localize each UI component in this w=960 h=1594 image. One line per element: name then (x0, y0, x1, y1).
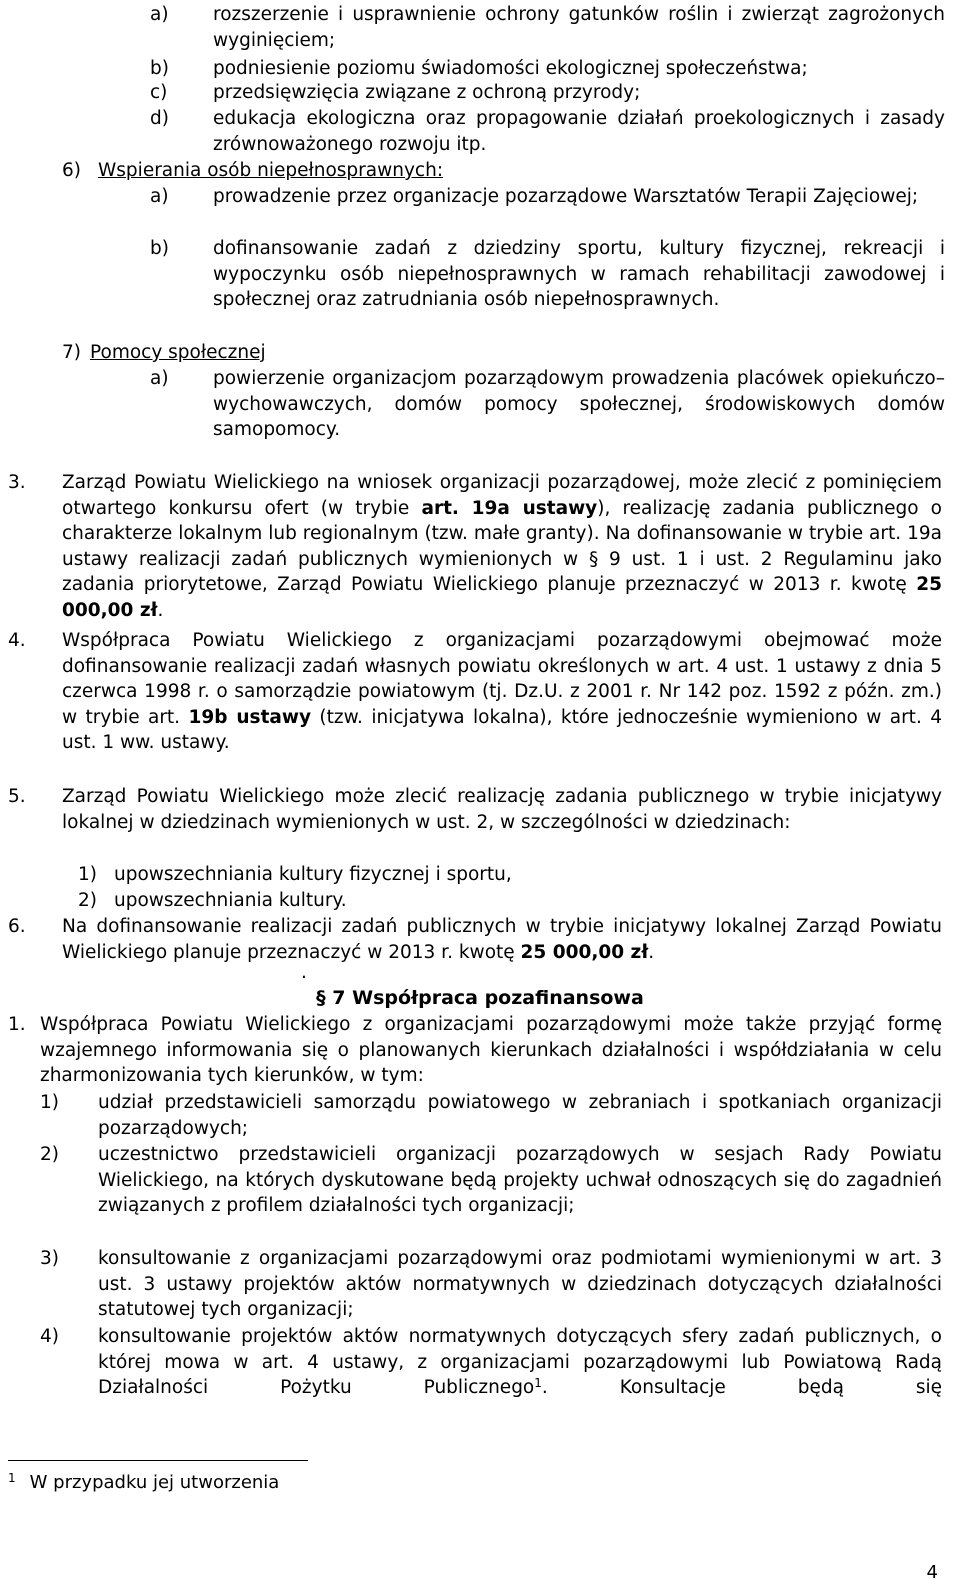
text-run: . Konsultacje będą się (541, 1377, 942, 1398)
footnote-ref: 1 (534, 1376, 542, 1390)
text-run: . (648, 941, 655, 963)
footnote-text: W przypadku jej utworzenia (29, 1472, 280, 1493)
list-text: udział przedstawicieli samorządu powiatowego w zebraniach i spotkaniach organizacji pozarządowych; (98, 1092, 942, 1139)
paragraph-text (62, 914, 942, 965)
bold-run: 25 000,00 zł (62, 574, 942, 621)
list-label: 3) (40, 1248, 59, 1269)
list-text: edukacja ekologiczna oraz propagowanie działań proekologicznych i zasady zrównoważonego rozwoju itp. (213, 108, 945, 155)
footnote-rule (8, 1460, 308, 1461)
paragraph-label: 4. (8, 630, 26, 651)
list-text: podniesienie poziomu świadomości ekologicznej społeczeństwa; (213, 58, 808, 79)
text-run: konsultowanie projektów aktów normatywnych dotyczących sfery zadań publicznych, o której mowa w art. 4 ustawy, z organizacjami pozarządowymi lub Powiatową Radą Działalności Pożytku Publicznego (98, 1326, 942, 1398)
paragraph-text: Zarząd Powiatu Wielickiego może zlecić realizację zadania publicznego w trybie inicjatywy lokalnej w dziedzinach wymienionych w ust. 2, w szczególności w dziedzinach: (62, 786, 942, 833)
list-text: upowszechniania kultury. (114, 890, 347, 911)
footnote (8, 1470, 279, 1496)
text-run: Na dofinansowanie realizacji zadań publicznych w trybie inicjatywy lokalnej Zarząd Powiatu Wielickiego planuje przeznaczyć w 2013 r. kwotę (62, 916, 942, 963)
list-label: a) (150, 186, 169, 207)
text-run: (tzw. inicjatywa lokalna), które jednocześnie wymieniono w art. 4 ust. 1 ww. ustawy. (62, 706, 942, 753)
bold-run: 19b ustawy (188, 706, 312, 728)
list-text: uczestnictwo przedstawicieli organizacji pozarządowych w sesjach Rady Powiatu Wielickiego, na których dyskutowane będą projekty uchwał odnoszących się do zagadnień związanych z profilem działalności tych organizacji; (98, 1144, 942, 1216)
list-label: 2) (78, 890, 97, 911)
paragraph-text: Współpraca Powiatu Wielickiego z organizacjami pozarządowymi może także przyjąć formę wzajemnego informowania się o planowanych kierunkach działalności i współdziałania w celu zharmonizowania tych kierunków, w tym: (40, 1014, 942, 1086)
list-text: rozszerzenie i usprawnienie ochrony gatunków roślin i zwierząt zagrożonych wyginięciem; (213, 4, 945, 51)
paragraph-label: 5. (8, 786, 26, 807)
section-heading: Pomocy społecznej (90, 342, 266, 363)
list-label: c) (150, 82, 168, 103)
footnote-mark: 1 (8, 1471, 16, 1485)
page-number: 4 (926, 1562, 938, 1583)
list-text (98, 1324, 942, 1401)
list-label: 4) (40, 1326, 59, 1347)
paragraph-label: 6. (8, 916, 26, 937)
list-text: upowszechniania kultury fizycznej i sportu, (114, 864, 512, 885)
section-heading: Wspierania osób niepełnosprawnych: (98, 160, 444, 181)
paragraph-label: 3. (8, 472, 26, 493)
list-text: przedsięwzięcia związane z ochroną przyrody; (213, 82, 641, 103)
section-title: § 7 Współpraca pozafinansowa (316, 987, 644, 1009)
list-text: konsultowanie z organizacjami pozarządowymi oraz podmiotami wymienionymi w art. 3 ust. 3 ustawy projektów aktów normatywnych w dziedzinach dotyczących działalności statutowej tych organizacji; (98, 1248, 942, 1320)
list-label: 2) (40, 1144, 59, 1165)
list-label: a) (150, 368, 169, 389)
list-label: a) (150, 4, 169, 25)
text-run: Zarząd Powiatu Wielickiego na wniosek organizacji pozarządowej, może zlecić z pominięciem otwartego konkursu ofert (w trybie (62, 472, 942, 519)
list-text: dofinansowanie zadań z dziedziny sportu, kultury fizycznej, rekreacji i wypoczynku osób niepełnosprawnych w ramach rehabilitacji zawodowej i społecznej oraz zatrudniania osób niepełnosprawnych. (213, 238, 945, 310)
bold-run: art. 19a ustawy (421, 497, 598, 519)
stray-dot: . (301, 962, 307, 983)
bold-run: 25 000,00 zł (520, 941, 649, 963)
text-run: ), realizację zadania publicznego o charakterze lokalnym lub regionalnym (tzw. małe granty). Na dofinansowanie w trybie art. 19a ustawy realizacji zadań publicznych wymienionych w § 9 ust. 1 i ust. 2 Regulaminu jako zadania priorytetowe, Zarząd Powiatu Wielickiego planuje przeznaczyć w 2013 r. kwotę (62, 497, 943, 595)
list-label: b) (150, 238, 169, 259)
list-text: prowadzenie przez organizacje pozarządowe Warsztatów Terapii Zajęciowej; (213, 186, 919, 207)
list-label: 7) (62, 342, 81, 363)
paragraph-label: 1. (8, 1014, 26, 1035)
paragraph-text (62, 628, 942, 756)
list-label: 1) (78, 864, 97, 885)
list-text: powierzenie organizacjom pozarządowym prowadzenia placówek opiekuńczo–wychowawczych, domów pomocy społecznej, środowiskowych domów samopomocy. (213, 368, 945, 440)
list-label: 6) (62, 160, 81, 181)
text-run: Współpraca Powiatu Wielickiego z organizacjami pozarządowymi obejmować może dofinansowanie realizacji zadań własnych powiatu określonych w art. 4 ust. 1 ustawy z dnia 5 czerwca 1998 r. o samorządzie powiatowym (tj. Dz.U. z 2001 r. Nr 142 poz. 1592 z późn. zm.) w trybie art. (62, 630, 942, 728)
paragraph-text (62, 470, 942, 623)
list-label: b) (150, 58, 169, 79)
text-run: . (157, 599, 164, 621)
list-label: 1) (40, 1092, 59, 1113)
list-label: d) (150, 108, 169, 129)
